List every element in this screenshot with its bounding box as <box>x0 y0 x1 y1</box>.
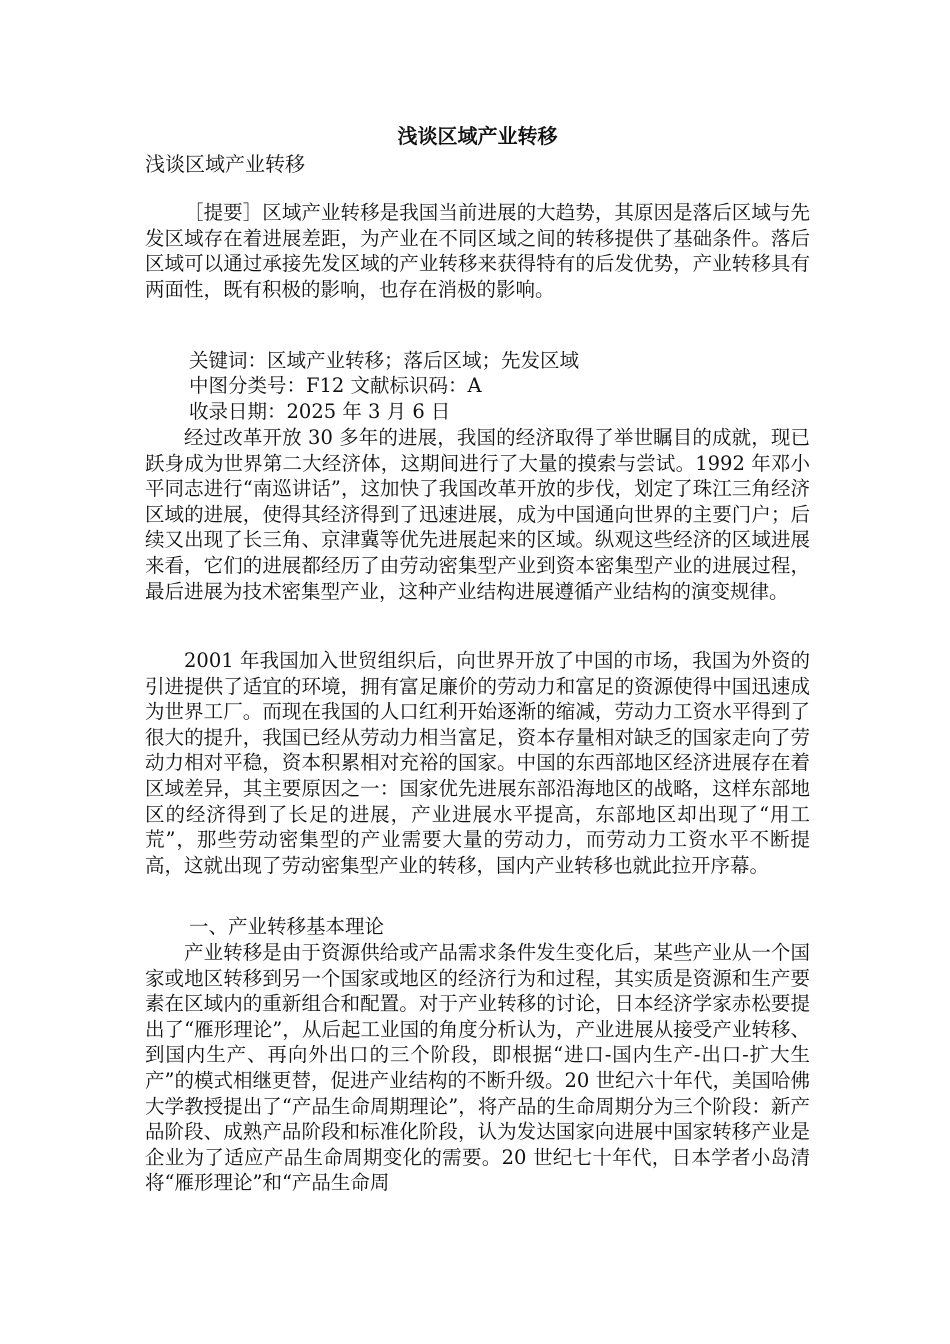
body-paragraph-1: 经过改革开放 30 多年的进展，我国的经济取得了举世瞩目的成就，现已跃身成为世界第二大经济体，这期间进行了大量的摸索与尝试。1992 年邓小平同志进行“南巡讲话”，这加快了我国改革开放的步伐，划定了珠江三角经济区域的进展，使得其经济得到了迅速进展，成为中国通向世界的主要门户；后续又出现了长三角、京津冀等优先进展起来的区域。纵观这些经济的区域进展来看，它们的进展都经历了由劳动密集型产业到资本密集型产业的进展过程，最后进展为技术密集型产业，这种产业结构进展遵循产业结构的演变规律。 <box>145 426 810 603</box>
received-date-line: 收录日期：2025 年 3 月 6 日 <box>189 400 451 423</box>
abstract-paragraph: ［提要］区域产业转移是我国当前进展的大趋势，其原因是落后区域与先发区域存在着进展差距，为产业在不同区域之间的转移提供了基础条件。落后区域可以通过承接先发区域的产业转移来获得特有的后发优势，产业转移具有两面性，既有积极的影响，也存在消极的影响。 <box>145 201 810 301</box>
document-title: 浅谈区域产业转移 <box>397 124 558 148</box>
keywords-line: 关键词：区域产业转移；落后区域；先发区域 <box>189 349 580 372</box>
body-paragraph-2: 2001 年我国加入世贸组织后，向世界开放了中国的市场，我国为外资的引进提供了适宜的环境，拥有富足廉价的劳动力和富足的资源使得中国迅速成为世界工厂。而现在我国的人口红利开始逐渐的缩减，劳动力工资水平得到了很大的提升，我国已经从劳动力相当富足，资本存量相对缺乏的国家走向了劳动力相对平稳，资本积累相对充裕的国家。中国的东西部地区经济进展存在着区域差异，其主要原因之一：国家优先进展东部沿海地区的战略，这样东部地区的经济得到了长足的进展，产业进展水平提高，东部地区却出现了“用工荒”，那些劳动密集型的产业需要大量的劳动力，而劳动力工资水平不断提高，这就出现了劳动密集型产业的转移，国内产业转移也就此拉开序幕。 <box>145 649 810 877</box>
classification-line: 中图分类号：F12 文献标识码：A <box>189 374 482 397</box>
document-subtitle: 浅谈区域产业转移 <box>145 152 305 176</box>
body-paragraph-3: 产业转移是由于资源供给或产品需求条件发生变化后，某些产业从一个国家或地区转移到另一个国家或地区的经济行为和过程，其实质是资源和生产要素在区域内的重新组合和配置。对于产业转移的讨论，日本经济学家赤松要提出了“雁形理论”，从后起工业国的角度分析认为，产业进展从接受产业转移、到国内生产、再向外出口的三个阶段，即根据“进口-国内生产-出口-扩大生产”的模式相继更替，促进产业结构的不断升级。20 世纪六十年代，美国哈佛大学教授提出了“产品生命周期理论”，将产品的生命周期分为三个阶段：新产品阶段、成熟产品阶段和标准化阶段，认为发达国家向进展中国家转移产业是企业为了适应产品生命周期变化的需要。20 世纪七十年代，日本学者小岛清将“雁形理论”和“产品生命周 <box>145 941 810 1195</box>
section-heading: 一、产业转移基本理论 <box>189 915 385 938</box>
